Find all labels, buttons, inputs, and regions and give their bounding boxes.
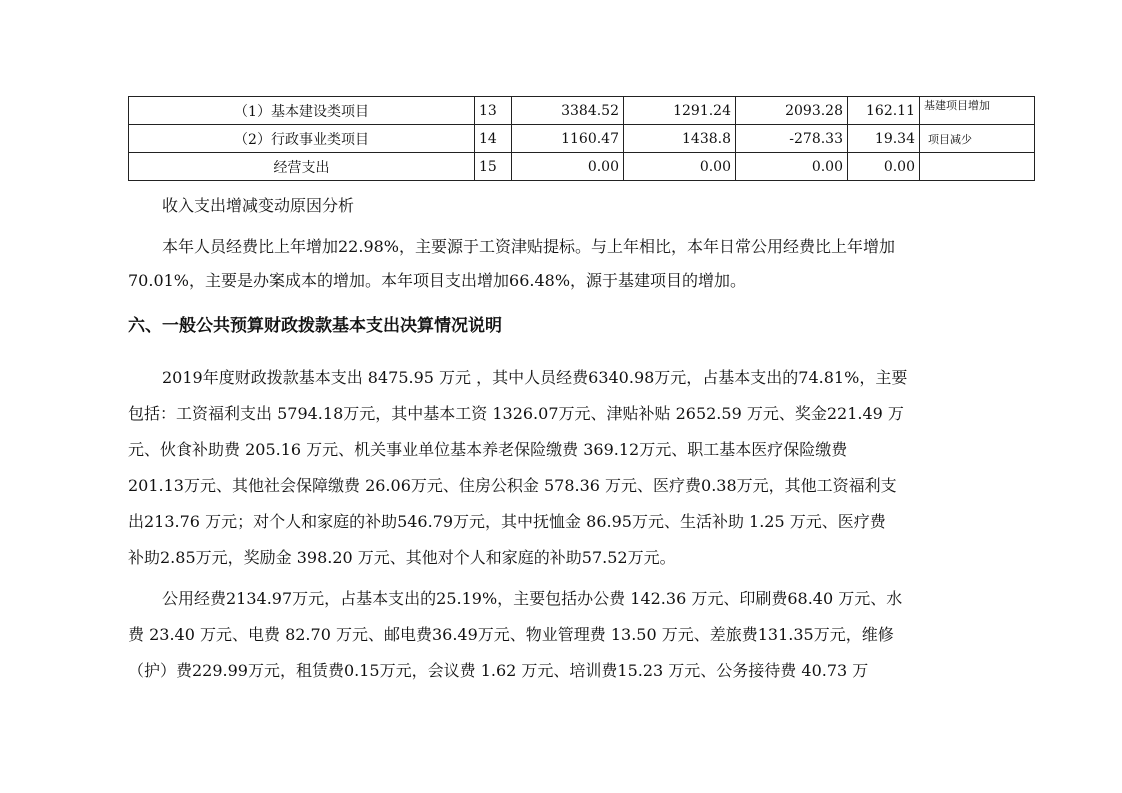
row-value-2: 1291.24 xyxy=(624,97,736,125)
row-note: 基建项目增加 xyxy=(920,97,1035,125)
para1-line-1: 2019年度财政拨款基本支出 8475.95 万元 ，其中人员经费6340.98万元，占基本支出的74.81%，主要 xyxy=(162,368,908,387)
analysis-title: 收入支出增减变动原因分析 xyxy=(162,196,355,215)
analysis-line-2: 70.01%，主要是办案成本的增加。本年项目支出增加66.48%，源于基建项目的增加。 xyxy=(128,271,747,290)
section-heading: 六、一般公共预算财政拨款基本支出决算情况说明 xyxy=(128,316,502,336)
table-row xyxy=(129,125,1035,153)
para1-line-2: 包括：工资福利支出 5794.18万元，其中基本工资 1326.07万元、津贴补贴 2652.59 万元、奖金221.49 万 xyxy=(128,404,904,423)
row-value-2: 0.00 xyxy=(624,153,736,181)
row-name-text: （1）基本建设类项目 xyxy=(234,103,369,120)
para2-line-2: 费 23.40 万元、电费 82.70 万元、邮电费36.49万元、物业管理费 13.50 万元、差旅费131.35万元，维修 xyxy=(128,625,894,644)
row-line-number: 13 xyxy=(475,97,512,125)
row-name xyxy=(129,97,475,125)
table-row xyxy=(129,153,1035,181)
para1-line-6: 补助2.85万元，奖励金 398.20 万元、其他对个人和家庭的补助57.52万元。 xyxy=(128,548,676,567)
row-value-1: 1160.47 xyxy=(512,125,624,153)
row-value-3: 0.00 xyxy=(736,153,848,181)
para2-line-3: （护）费229.99万元，租赁费0.15万元，会议费 1.62 万元、培训费15.23 万元、公务接待费 40.73 万 xyxy=(128,661,869,680)
row-note: 项目减少 xyxy=(920,125,1035,153)
table-row xyxy=(129,97,1035,125)
row-value-4: 0.00 xyxy=(848,153,920,181)
row-name xyxy=(129,125,475,153)
row-name-text: 经营支出 xyxy=(273,159,330,176)
analysis-line-1: 本年人员经费比上年增加22.98%，主要源于工资津贴提标。与上年相比，本年日常公用经费比上年增加 xyxy=(162,237,896,256)
expenditure-table-body xyxy=(129,97,1035,181)
para1-line-5: 出213.76 万元；对个人和家庭的补助546.79万元，其中抚恤金 86.95万元、生活补助 1.25 万元、医疗费 xyxy=(128,512,886,531)
row-value-3: -278.33 xyxy=(736,125,848,153)
row-value-4: 19.34 xyxy=(848,125,920,153)
para2-line-1: 公用经费2134.97万元，占基本支出的25.19%，主要包括办公费 142.36 万元、印刷费68.40 万元、水 xyxy=(162,589,903,608)
expenditure-table xyxy=(128,96,1035,181)
row-line-number: 14 xyxy=(475,125,512,153)
row-value-1: 3384.52 xyxy=(512,97,624,125)
para1-line-3: 元、伙食补助费 205.16 万元、机关事业单位基本养老保险缴费 369.12万元、职工基本医疗保险缴费 xyxy=(128,440,848,459)
row-line-number: 15 xyxy=(475,153,512,181)
row-name-text: （2）行政事业类项目 xyxy=(234,131,369,148)
row-note xyxy=(920,153,1035,181)
para1-line-4: 201.13万元、其他社会保障缴费 26.06万元、住房公积金 578.36 万元、医疗费0.38万元，其他工资福利支 xyxy=(128,476,897,495)
row-value-1: 0.00 xyxy=(512,153,624,181)
row-value-4: 162.11 xyxy=(848,97,920,125)
row-name xyxy=(129,153,475,181)
row-value-3: 2093.28 xyxy=(736,97,848,125)
row-value-2: 1438.8 xyxy=(624,125,736,153)
